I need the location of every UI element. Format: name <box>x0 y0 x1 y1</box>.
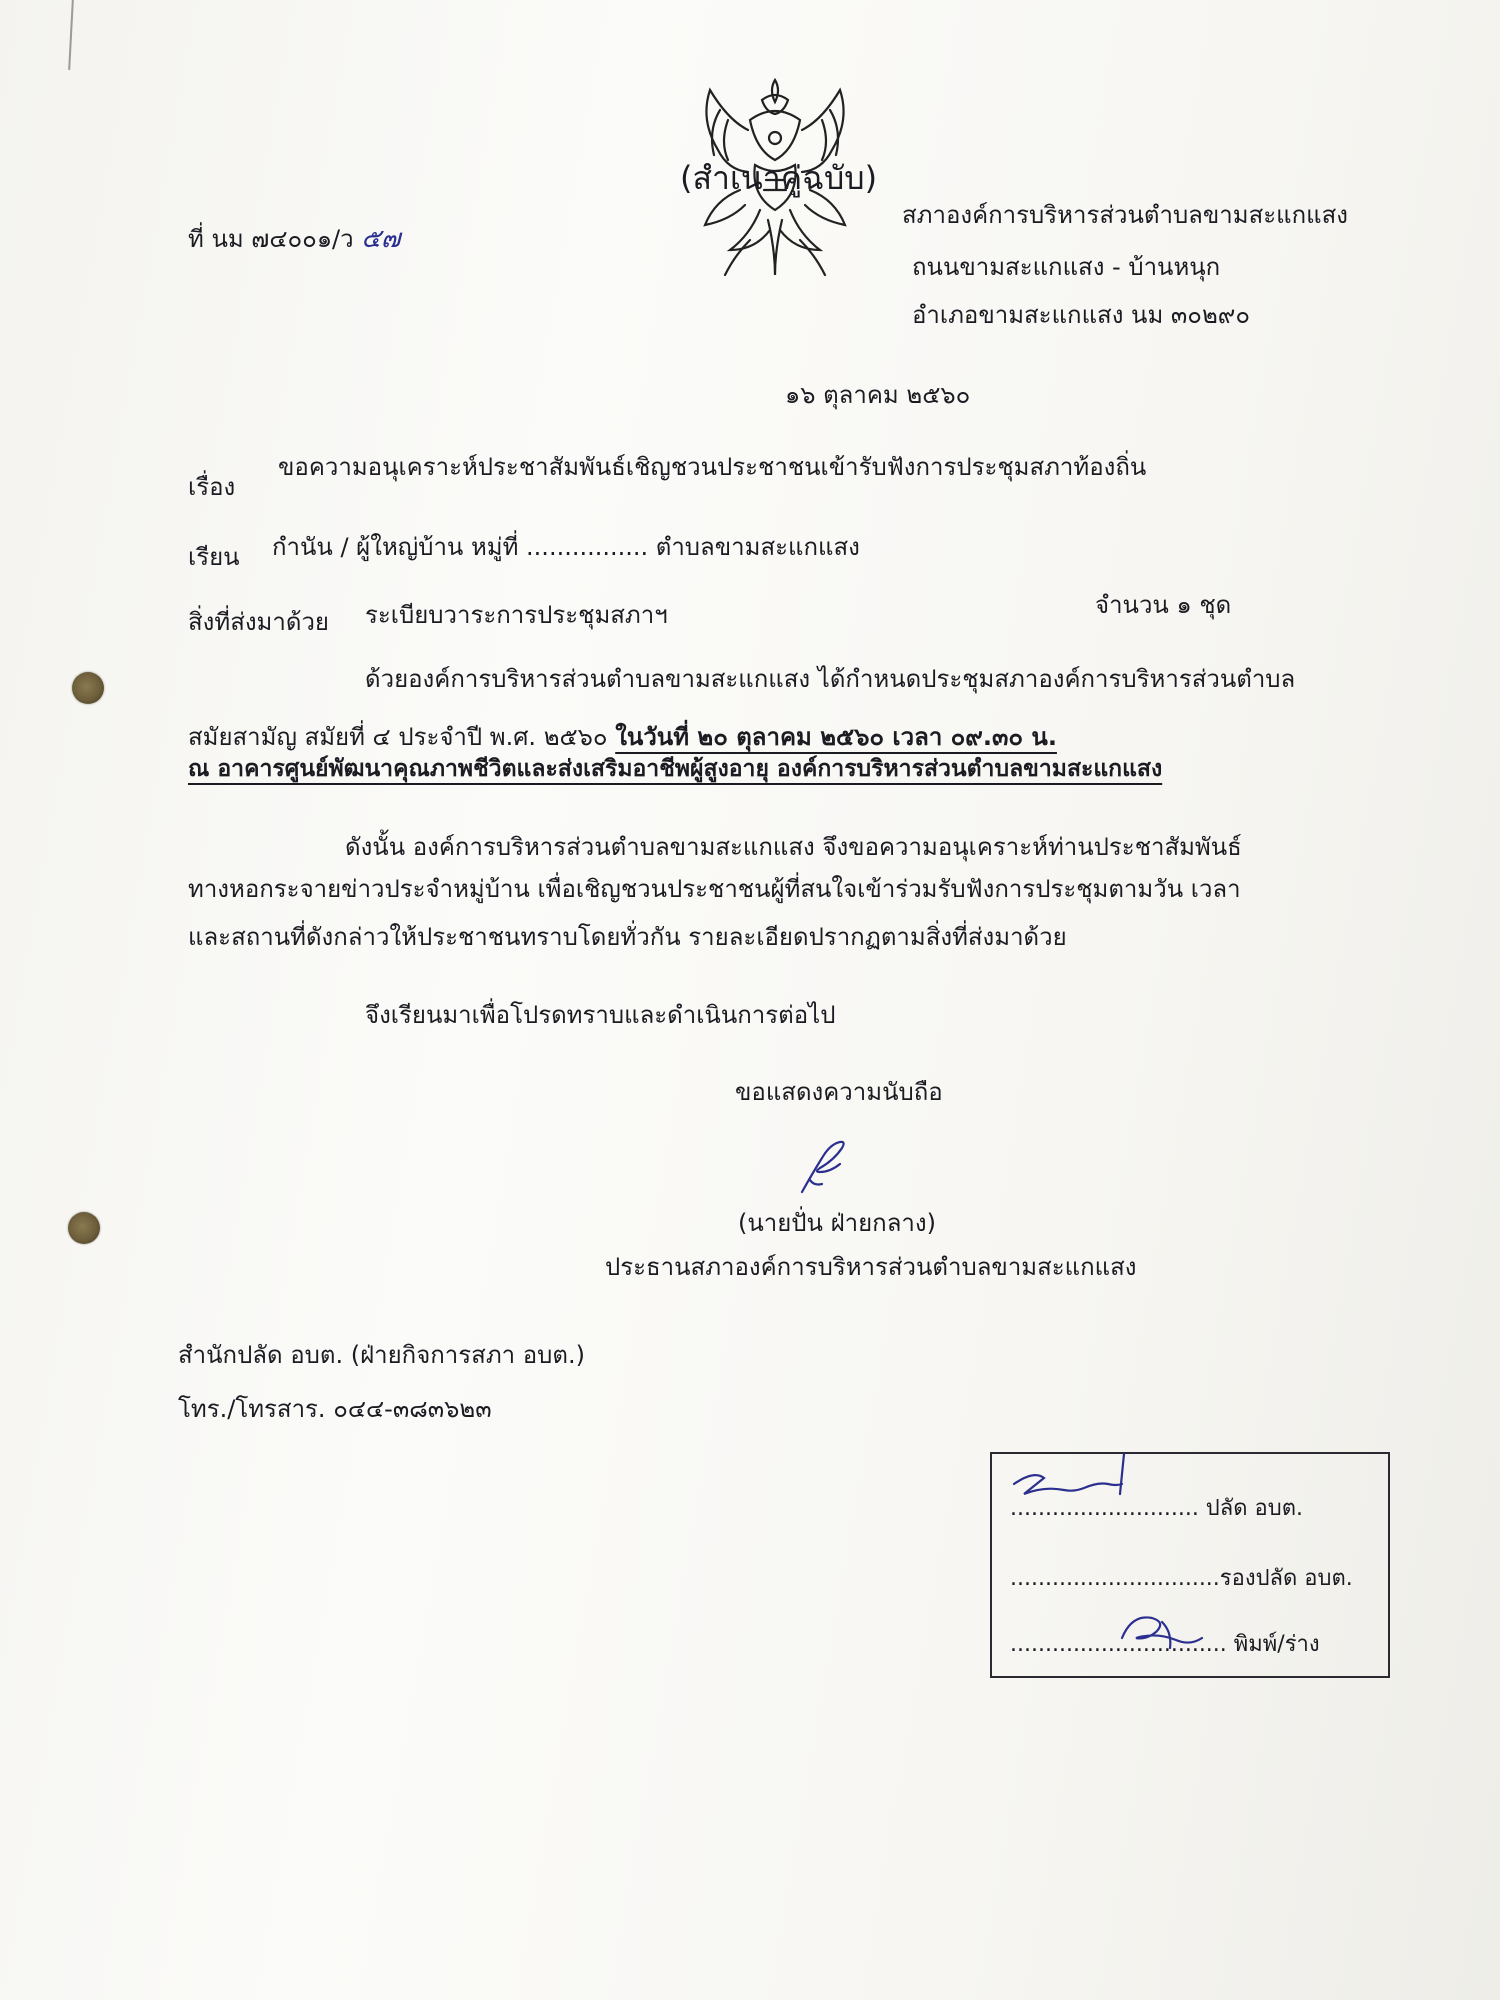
closing-line: จึงเรียนมาเพื่อโปรดทราบและดำเนินการต่อไป <box>365 1001 836 1029</box>
paragraph-2-line-2: ทางหอกระจายข่าวประจำหมู่บ้าน เพื่อเชิญชวนประชาชนผู้ที่สนใจเข้าร่วมรับฟังการประชุมตามวัน เวลา <box>188 875 1241 903</box>
document-number-handwritten: ๕๗ <box>361 224 401 254</box>
punch-hole-top <box>72 672 104 704</box>
paragraph-2-line-3: และสถานที่ดังกล่าวให้ประชาชนทราบโดยทั่วกัน รายละเอียดปรากฏตามสิ่งที่ส่งมาด้วย <box>188 923 1067 951</box>
document-number-printed: ที่ นม ๗๔๐๐๑/ว <box>188 225 354 253</box>
routing-row-deputy: ..............................รองปลัด อบต. <box>1010 1566 1353 1591</box>
routing-approval-box <box>990 1452 1390 1678</box>
signatory-position: ประธานสภาองค์การบริหารส่วนตำบลขามสะแกแสง <box>605 1253 1137 1281</box>
enclosure-count: จำนวน ๑ ชุด <box>1095 591 1232 619</box>
enclosure-text: ระเบียบวาระการประชุมสภาฯ <box>365 601 668 629</box>
paragraph-1-session: สมัยสามัญ สมัยที่ ๔ ประจำปี พ.ศ. ๒๕๖๐ <box>188 723 608 751</box>
punch-hole-bottom <box>68 1212 100 1244</box>
paragraph-1-line-1: ด้วยองค์การบริหารส่วนตำบลขามสะแกแสง ได้กำหนดประชุมสภาองค์การบริหารส่วนตำบล <box>365 665 1296 693</box>
regards-text: ขอแสดงความนับถือ <box>735 1078 943 1106</box>
routing-row-drafter: ............................... พิมพ์/ร่าง <box>1010 1632 1320 1657</box>
handwritten-signature <box>790 1130 860 1200</box>
sender-address-district: อำเภอขามสะแกแสง นม ๓๐๒๙๐ <box>912 301 1250 329</box>
paragraph-1-meeting-venue: ณ อาคารศูนย์พัฒนาคุณภาพชีวิตและส่งเสริมอาชีพผู้สูงอายุ องค์การบริหารส่วนตำบลขามสะแกแสง <box>188 756 1163 782</box>
recipient-label: เรียน <box>188 543 240 571</box>
subject-label: เรื่อง <box>188 473 236 501</box>
paragraph-1-line-2 <box>188 720 1057 754</box>
recipient-text: กำนัน / ผู้ใหญ่บ้าน หมู่ที่ ................ ตำบลขามสะแกแสง <box>272 533 860 561</box>
footer-phone: โทร./โทรสาร. ๐๔๔-๓๘๓๖๒๓ <box>178 1395 492 1423</box>
footer-office: สำนักปลัด อบต. (ฝ่ายกิจการสภา อบต.) <box>178 1341 585 1369</box>
paragraph-2-line-1: ดังนั้น องค์การบริหารส่วนตำบลขามสะแกแสง จึงขอความอนุเคราะห์ท่านประชาสัมพันธ์ <box>345 833 1242 861</box>
sender-address-road: ถนนขามสะแกแสง - บ้านหนุก <box>912 253 1221 281</box>
copy-label: (สำเนาคู่ฉบับ) <box>680 159 878 197</box>
document-number <box>188 222 400 256</box>
sender-organization: สภาองค์การบริหารส่วนตำบลขามสะแกแสง <box>902 201 1348 229</box>
routing-row-chief: ........................... ปลัด อบต. <box>1010 1496 1303 1521</box>
subject-text: ขอความอนุเคราะห์ประชาสัมพันธ์เชิญชวนประชาชนเข้ารับฟังการประชุมสภาท้องถิ่น <box>278 453 1147 481</box>
paragraph-1-meeting-datetime: ในวันที่ ๒๐ ตุลาคม ๒๕๖๐ เวลา ๐๙.๓๐ น. <box>615 723 1057 751</box>
paper-edge-mark <box>68 0 74 70</box>
enclosure-label: สิ่งที่ส่งมาด้วย <box>188 608 329 636</box>
document-date: ๑๖ ตุลาคม ๒๕๖๐ <box>785 381 971 409</box>
signatory-name: (นายปั่น ฝ่ายกลาง) <box>738 1209 936 1237</box>
